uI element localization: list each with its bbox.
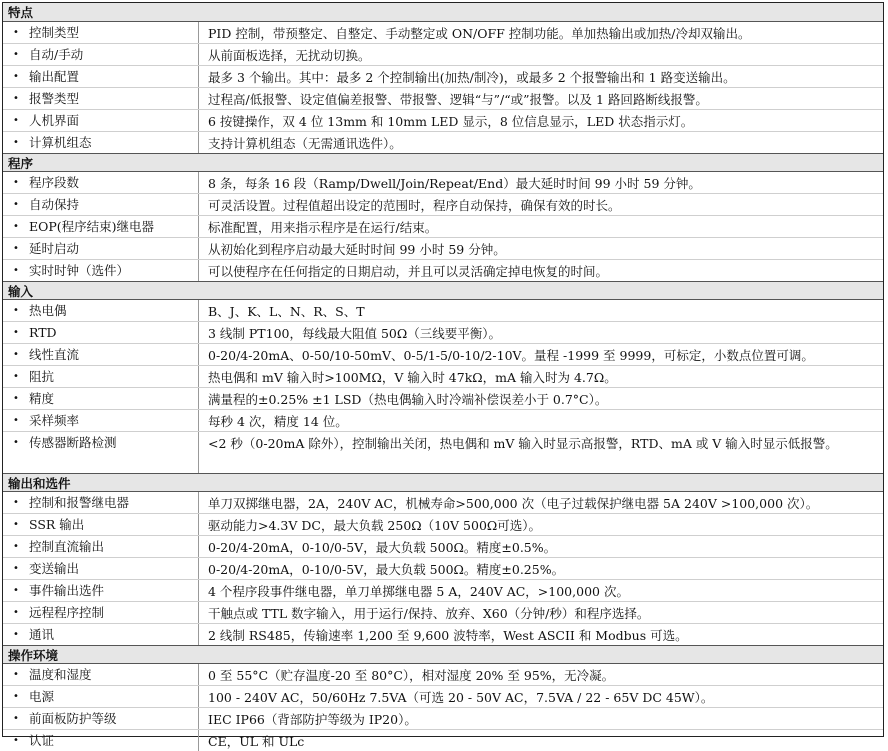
bullet-icon: • [13,437,19,448]
bullet-icon: • [13,71,19,82]
spec-row [3,193,883,215]
spec-label-cell [3,194,199,215]
spec-row [3,343,883,365]
spec-value: 过程高/低报警、设定值偏差报警、带报警、逻辑“与”/“或”报警。以及 1 路回路断线报警。 [208,92,708,107]
spec-label: 控制直流输出 [29,539,105,554]
spec-label-cell [3,558,199,579]
bullet-icon: • [13,629,19,640]
spec-label: 控制和报警继电器 [29,495,130,510]
spec-value: 0-20/4-20mA、0-50/10-50mV、0-5/1-5/0-10/2-10V。量程 -1999 至 9999，可标定，小数点位置可调。 [208,348,814,363]
spec-label-cell [3,624,199,645]
spec-value: 3 线制 PT100，每线最大阻值 50Ω（三线要平衡）。 [208,326,502,341]
spec-label: 阻抗 [29,369,55,384]
spec-label: 自动保持 [29,197,80,212]
spec-label: 实时时钟（选件） [29,263,130,278]
bullet-icon: • [13,349,19,360]
spec-value: 0-20/4-20mA，0-10/0-5V，最大负载 500Ω。精度±0.25%。 [208,562,565,577]
spec-table [2,2,884,749]
spec-row [3,109,883,131]
spec-label: 精度 [29,391,55,406]
spec-label-cell [3,388,199,409]
spec-label: 变送输出 [29,561,80,576]
bullet-icon: • [13,265,19,276]
spec-row [3,685,883,707]
spec-label-cell [3,322,199,343]
spec-label-cell [3,132,199,153]
spec-value: CE，UL 和 ULc [208,734,305,749]
spec-value: PID 控制，带预整定、自整定、手动整定或 ON/OFF 控制功能。单加热输出或加热/冷却双输出。 [208,26,751,41]
spec-value: 支持计算机组态（无需通讯选件）。 [208,136,402,151]
spec-label-cell [3,172,199,193]
bullet-icon: • [13,177,19,188]
spec-label: 报警类型 [29,91,80,106]
spec-value: 100 - 240V AC，50/60Hz 7.5VA（可选 20 - 50V AC，7.5VA / 22 - 65V DC 45W）。 [208,690,714,705]
spec-row [3,492,883,513]
spec-label-cell [3,492,199,513]
spec-label: 热电偶 [29,303,67,318]
spec-row [3,431,883,473]
spec-row [3,87,883,109]
spec-value: 0-20/4-20mA，0-10/0-5V，最大负载 500Ω。精度±0.5%。 [208,540,557,555]
bullet-icon: • [13,541,19,552]
bullet-icon: • [13,199,19,210]
bullet-icon: • [13,563,19,574]
spec-row [3,22,883,43]
spec-label-cell [3,44,199,65]
spec-row [3,664,883,685]
spec-row [3,43,883,65]
spec-label: 线性直流 [29,347,80,362]
bullet-icon: • [13,243,19,254]
spec-label-cell [3,110,199,131]
spec-value: 最多 3 个输出。其中：最多 2 个控制输出(加热/制冷)，或最多 2 个报警输出和 1 路变送输出。 [208,70,736,85]
spec-label: 人机界面 [29,113,80,128]
spec-value: 从前面板选择，无扰动切换。 [208,48,371,63]
bullet-icon: • [13,393,19,404]
spec-value: 可以使程序在任何指定的日期启动，并且可以灵活确定掉电恢复的时间。 [208,264,609,279]
bullet-icon: • [13,115,19,126]
spec-row [3,259,883,281]
spec-label-cell [3,730,199,751]
spec-label: 计算机组态 [29,135,92,150]
spec-label: 延时启动 [29,241,80,256]
spec-label: 电源 [29,689,55,704]
spec-row [3,365,883,387]
spec-value: 6 按键操作，双 4 位 13mm 和 10mm LED 显示，8 位信息显示，LED 状态指示灯。 [208,114,694,129]
spec-value: 0 至 55°C（贮存温度-20 至 80°C），相对湿度 20% 至 95%，无冷凝。 [208,668,615,683]
section-header: 程序 [3,153,883,172]
bullet-icon: • [13,669,19,680]
spec-row [3,601,883,623]
spec-row [3,513,883,535]
section-header: 操作环境 [3,645,883,664]
spec-row [3,579,883,601]
spec-label-cell [3,514,199,535]
spec-value: 干触点或 TTL 数字输入，用于运行/保持、放弃、X60（分钟/秒）和程序选择。 [208,606,650,621]
spec-label: 程序段数 [29,175,80,190]
spec-label: SSR 输出 [29,517,85,532]
spec-label: 传感器断路检测 [29,435,117,450]
spec-value: 驱动能力>4.3V DC，最大负载 250Ω（10V 500Ω可选）。 [208,518,542,533]
bullet-icon: • [13,735,19,746]
bullet-icon: • [13,327,19,338]
spec-label-cell [3,708,199,729]
spec-value: 热电偶和 mV 输入时>100MΩ，V 输入时 47kΩ，mA 输入时为 4.7Ω。 [208,370,617,385]
spec-value: 每秒 4 次，精度 14 位。 [208,414,348,429]
spec-value: B、J、K、L、N、R、S、T [208,304,365,319]
bullet-icon: • [13,585,19,596]
spec-row [3,707,883,729]
spec-row [3,300,883,321]
spec-row [3,321,883,343]
spec-label: 通讯 [29,627,55,642]
spec-label-cell [3,260,199,281]
bullet-icon: • [13,497,19,508]
spec-label-cell [3,686,199,707]
bullet-icon: • [13,221,19,232]
spec-value: 满量程的±0.25% ±1 LSD（热电偶输入时冷端补偿误差小于 0.7°C）。 [208,392,608,407]
spec-row [3,65,883,87]
bullet-icon: • [13,371,19,382]
spec-label-cell [3,366,199,387]
bullet-icon: • [13,691,19,702]
spec-label: 采样频率 [29,413,80,428]
spec-row [3,131,883,153]
spec-label-cell [3,580,199,601]
bullet-icon: • [13,607,19,618]
spec-value: 从初始化到程序启动最大延时时间 99 小时 59 分钟。 [208,242,506,257]
spec-label-cell [3,238,199,259]
section-header: 输出和选件 [3,473,883,492]
spec-label: RTD [29,325,57,340]
spec-row [3,172,883,193]
spec-row [3,215,883,237]
bullet-icon: • [13,93,19,104]
spec-row [3,557,883,579]
spec-label: 自动/手动 [29,47,84,62]
spec-value: <2 秒（0-20mA 除外），控制输出关闭，热电偶和 mV 输入时显示高报警，RTD、mA 或 V 输入时显示低报警。 [208,436,838,451]
spec-value: 8 条，每条 16 段（Ramp/Dwell/Join/Repeat/End）最大延时时间 99 小时 59 分钟。 [208,176,701,191]
spec-label: 事件输出选件 [29,583,105,598]
spec-label-cell [3,344,199,365]
spec-label: 输出配置 [29,69,80,84]
section-header: 特点 [3,3,883,22]
bullet-icon: • [13,137,19,148]
spec-row [3,729,883,751]
spec-row [3,387,883,409]
spec-value: 可灵活设置。过程值超出设定的范围时，程序自动保持，确保有效的时长。 [208,198,621,213]
spec-label: 远程程序控制 [29,605,105,620]
spec-label: 前面板防护等级 [29,711,117,726]
section-header: 输入 [3,281,883,300]
spec-label-cell [3,664,199,685]
spec-label-cell [3,432,199,473]
spec-value: IEC IP66（背部防护等级为 IP20）。 [208,712,417,727]
spec-row [3,409,883,431]
spec-label: EOP(程序结束)继电器 [29,219,155,234]
spec-row [3,623,883,645]
spec-row [3,237,883,259]
spec-label-cell [3,410,199,431]
spec-value: 标准配置，用来指示程序是在运行/结束。 [208,220,438,235]
bullet-icon: • [13,305,19,316]
spec-label-cell [3,602,199,623]
spec-value: 2 线制 RS485，传输速率 1,200 至 9,600 波特率，West ASCII 和 Modbus 可选。 [208,628,688,643]
bullet-icon: • [13,49,19,60]
spec-value: 单刀双掷继电器，2A，240V AC，机械寿命>500,000 次（电子过载保护继电器 5A 240V >100,000 次）。 [208,496,819,511]
bullet-icon: • [13,27,19,38]
spec-row [3,535,883,557]
spec-label-cell [3,22,199,43]
bullet-icon: • [13,415,19,426]
spec-label: 认证 [29,733,55,748]
bullet-icon: • [13,519,19,530]
spec-label-cell [3,300,199,321]
spec-label: 控制类型 [29,25,80,40]
spec-label-cell [3,88,199,109]
spec-value: 4 个程序段事件继电器，单刀单掷继电器 5 A，240V AC，>100,000 次。 [208,584,629,599]
spec-label-cell [3,66,199,87]
spec-label-cell [3,216,199,237]
spec-label: 温度和湿度 [29,667,92,682]
spec-label-cell [3,536,199,557]
bullet-icon: • [13,713,19,724]
